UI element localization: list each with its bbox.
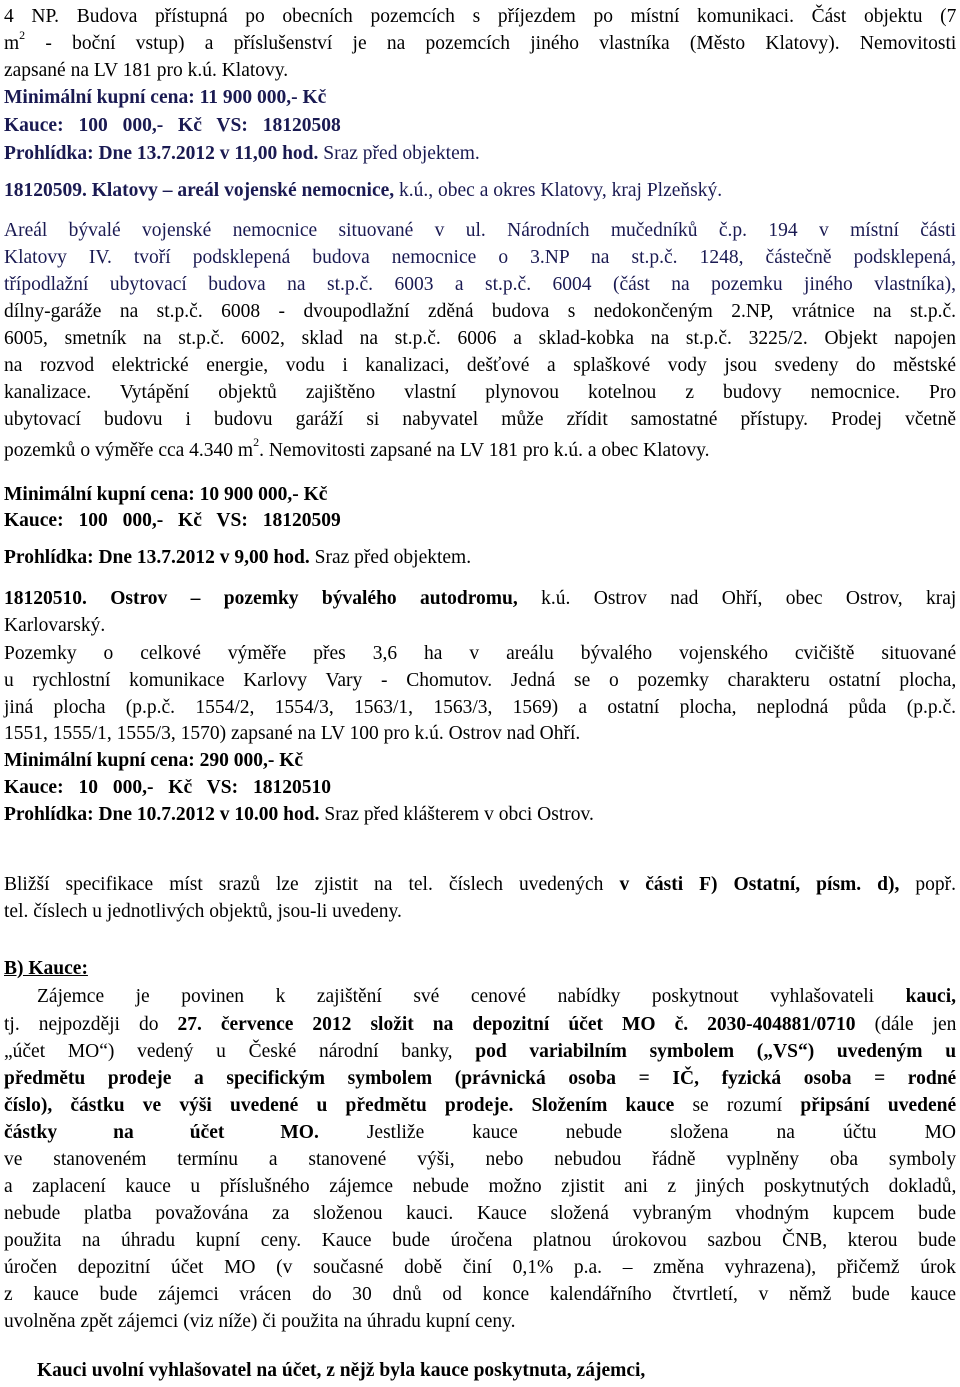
- text-line: tj. nejpozději do 27. července 2012 složit na depozitní účet MO č. 2030-404881/0710 (dále jen: [4, 1014, 957, 1035]
- paragraph-text: zapsané na LV 181 pro k.ú. Klatovy.: [4, 60, 289, 81]
- text-line: dílny-garáže na st.p.č. 6008 - dvoupodlažní zděná budova s nedokončeným 2.NP, vrátnice na st.p.č.: [4, 301, 956, 322]
- text-line: Klatovy IV. tvoří podsklepená budova nemocnice o 3.NP na st.p.č. 1248, částečně podsklepená,: [4, 247, 956, 268]
- superscript: 2: [253, 435, 260, 449]
- item-heading: 18120510. Ostrov – pozemky bývalého autodromu, k.ú. Ostrov nad Ohří, obec Ostrov, kraj: [4, 588, 957, 609]
- text-line: 6005, smetník na st.p.č. 6002, sklad na st.p.č. 6006 a sklad-kobka na st.p.č. 3225/2. Objekt napojen: [4, 328, 956, 349]
- text-line: [4, 28, 957, 58]
- paragraph-text: - boční vstup) a příslušenství je na pozemcích jiného vlastníka (Město Klatovy). Nemovitosti: [25, 33, 957, 54]
- text-line: nebude platba považována za složenou kauci. Kauce složená vybraným vhodným kupcem bude: [4, 1203, 957, 1224]
- text-line: z kauce bude zájemci vrácen do 30 dnů od konce kalendářního čtvrtletí, v němž bude kauce: [4, 1284, 956, 1305]
- text-line: Karlovarský.: [4, 615, 106, 636]
- text-line: třípodlažní ubytovací budova na st.p.č. 6003 a st.p.č. 6004 (část na pozemku jiného vlastníka),: [4, 274, 956, 295]
- text-line: „účet MO“) vedený u České národní banky, pod variabilním symbolem („VS“) uvedeným u: [4, 1041, 957, 1062]
- text-line: číslo), částku ve výši uvedené u předmětu prodeje. Složením kauce se rozumí připsání uvedené: [4, 1095, 957, 1116]
- text-line: ve stanoveném termínu a stanovené výši, nebo nebudou řádně vyplněny oba symboly: [4, 1149, 957, 1170]
- viewing: Prohlídka: Dne 10.7.2012 v 10.00 hod. Sraz před klášterem v obci Ostrov.: [4, 804, 594, 825]
- paragraph-text: 4 NP. Budova přístupná po obecních pozemcích s příjezdem po místní komunikaci. Část objektu (7: [4, 6, 957, 27]
- text-line: jiná plocha (p.p.č. 1554/2, 1554/3, 1563/1, 1563/3, 1569) a ostatní plocha, neplodná půda (p.p.č.: [4, 697, 956, 718]
- deposit: Kauce: 100 000,- Kč VS: 18120509: [4, 510, 341, 531]
- viewing: Prohlídka: Dne 13.7.2012 v 11,00 hod. Sraz před objektem.: [4, 143, 480, 164]
- text-line: 1551, 1555/1, 1555/3, 1570) zapsané na LV 100 pro k.ú. Ostrov nad Ohří.: [4, 723, 581, 744]
- text-line: Pozemky o celkové výměře přes 3,6 ha v areálu bývalého vojenského cvičiště situované: [4, 643, 957, 664]
- text-line: u rychlostní komunikace Karlovy Vary - Chomutov. Jedná se o pozemky charakteru ostatní plocha,: [4, 670, 957, 691]
- text-line: Areál bývalé vojenské nemocnice situované v ul. Národních mučedníků č.p. 194 v místní části: [4, 220, 956, 241]
- deposit: Kauce: 10 000,- Kč VS: 18120510: [4, 777, 331, 798]
- min-price: Minimální kupní cena: 11 900 000,- Kč: [4, 87, 327, 108]
- viewing: Prohlídka: Dne 13.7.2012 v 9,00 hod. Sraz před objektem.: [4, 547, 472, 568]
- min-price: Minimální kupní cena: 10 900 000,- Kč: [4, 484, 328, 505]
- min-price: Minimální kupní cena: 290 000,- Kč: [4, 750, 304, 771]
- text-line: [4, 58, 956, 85]
- text-line: kanalizace. Vytápění objektů zajištěno vlastní plynovou kotelnou z budovy nemocnice. Pro: [4, 382, 957, 403]
- section-heading: B) Kauce:: [4, 958, 88, 979]
- text-line: a zaplacení kauce u příslušného zájemce nebude možno zjistit ani z jiných poskytnutých dokladů,: [4, 1176, 957, 1197]
- text-line: částky na účet MO. Jestliže kauce nebude složena na účtu MO: [4, 1122, 956, 1143]
- text-line: použita na úhradu kupní ceny. Kauce bude úročena platnou úrokovou sazbou ČNB, kterou bude: [4, 1230, 956, 1251]
- text-line: Bližší specifikace míst srazů lze zjistit na tel. číslech uvedených v části F) Ostatní, písm. d), popř.: [4, 874, 957, 895]
- text-line: předmětu prodeje a specifickým symbolem (právnická osoba = IČ, fyzická osoba = rodné: [4, 1068, 957, 1089]
- text-line: [4, 4, 956, 31]
- text-line: pozemků o výměře cca 4.340 $m^2$. Nemovitosti zapsané na LV 181 pro k.ú. a obec Klatovy.: [4, 435, 710, 461]
- deposit: Kauce: 100 000,- Kč VS: 18120508: [4, 115, 341, 136]
- text-line: ubytovací budovu i budovu garáží si nabyvatel může zřídit samostatné přístupy. Prodej včetně: [4, 409, 956, 430]
- item-heading: 18120509. Klatovy – areál vojenské nemocnice, k.ú., obec a okres Klatovy, kraj Plzeňský.: [4, 180, 723, 201]
- text-line: Zájemce je povinen k zajištění své cenové nabídky poskytnout vyhlašovateli kauci,: [37, 986, 956, 1007]
- text-line: uvolněna zpět zájemci (viz níže) či použita na úhradu kupní ceny.: [4, 1311, 516, 1332]
- superscript: 2: [19, 28, 26, 42]
- text-line: Kauci uvolní vyhlašovatel na účet, z nějž byla kauce poskytnuta, zájemci,: [37, 1360, 646, 1381]
- text-line: úročen depozitní účet MO (v současné době činí 0,1% p.a. – změna vyhrazena), přičemž úrok: [4, 1257, 956, 1278]
- paragraph-text: m: [4, 33, 20, 54]
- text-line: na rozvod elektrické energie, vodu i kanalizaci, dešťové a splaškové vody jsou svedeny do městské: [4, 355, 956, 376]
- text-line: tel. číslech u jednotlivých objektů, jsou-li uvedeny.: [4, 901, 402, 922]
